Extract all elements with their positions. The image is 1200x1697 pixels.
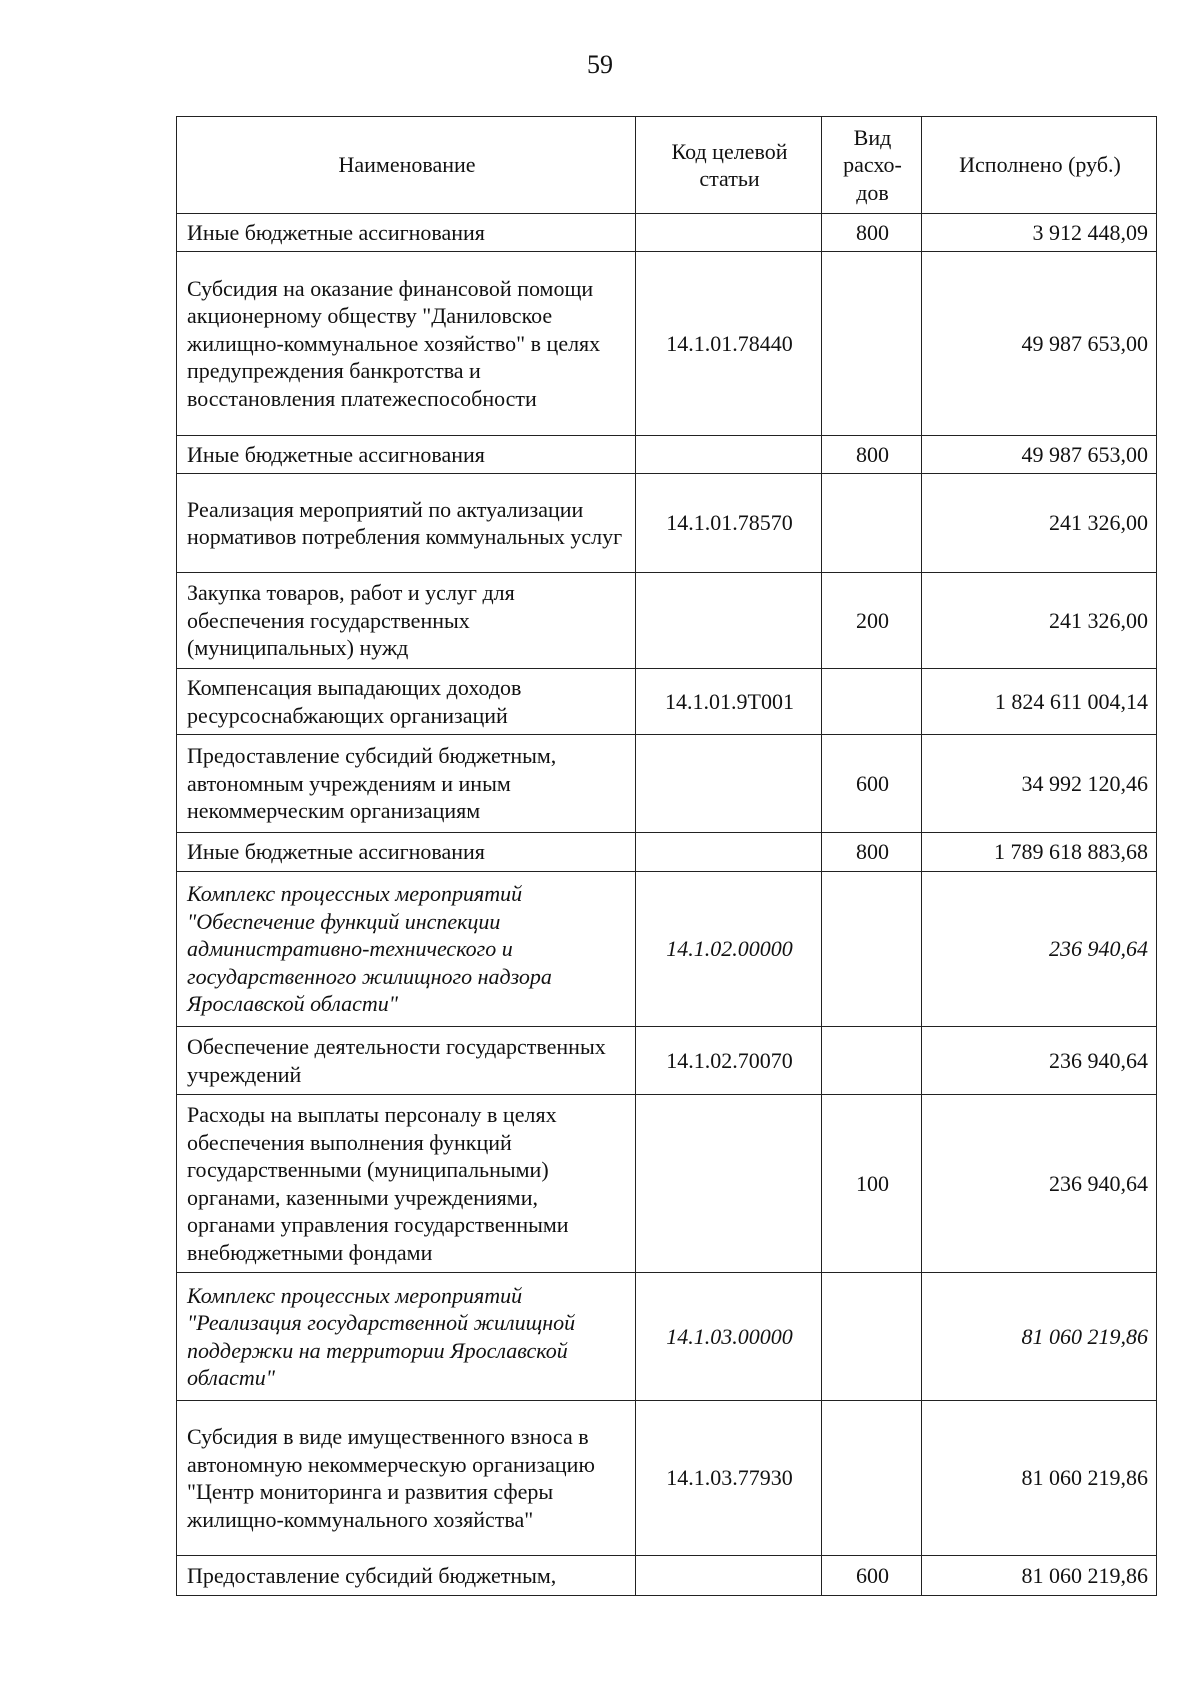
row-expense-type [822,1401,922,1556]
row-expense-type: 800 [822,436,922,474]
row-expense-type: 600 [822,735,922,833]
row-name: Иные бюджетные ассигнования [177,833,636,872]
row-code [636,833,822,872]
row-amount: 49 987 653,00 [922,252,1157,436]
row-expense-type: 200 [822,573,922,669]
row-code [636,735,822,833]
table-row [177,669,1157,735]
row-expense-type [822,252,922,436]
row-name: Субсидия на оказание финансовой помощи акционерному обществу "Даниловское жилищно-коммунальное хозяйство" в целях предупреждения банкротства и восстановления платежеспособности [177,252,636,436]
table-row [177,872,1157,1027]
row-code: 14.1.01.78570 [636,474,822,573]
row-amount: 241 326,00 [922,573,1157,669]
row-name: Обеспечение деятельности государственных учреждений [177,1027,636,1095]
row-amount: 241 326,00 [922,474,1157,573]
row-expense-type: 800 [822,214,922,252]
row-expense-type [822,1027,922,1095]
row-amount: 34 992 120,46 [922,735,1157,833]
row-code: 14.1.03.77930 [636,1401,822,1556]
row-name: Реализация мероприятий по актуализации нормативов потребления коммунальных услуг [177,474,636,573]
header-name: Наименование [177,117,636,214]
table-row [177,1401,1157,1556]
row-name: Компенсация выпадающих доходов ресурсоснабжающих организаций [177,669,636,735]
row-amount: 3 912 448,09 [922,214,1157,252]
table-row [177,735,1157,833]
row-code [636,436,822,474]
row-amount: 1 824 611 004,14 [922,669,1157,735]
table-row [177,214,1157,252]
row-amount: 81 060 219,86 [922,1556,1157,1596]
row-name: Комплекс процессных мероприятий "Реализация государственной жилищной поддержки на территории Ярославской области" [177,1273,636,1401]
table-row [177,1556,1157,1596]
table-row [177,1273,1157,1401]
row-amount: 49 987 653,00 [922,436,1157,474]
row-code: 14.1.01.78440 [636,252,822,436]
table-row [177,1095,1157,1273]
row-name: Иные бюджетные ассигнования [177,436,636,474]
row-amount: 236 940,64 [922,1027,1157,1095]
row-name: Закупка товаров, работ и услуг для обеспечения государственных (муниципальных) нужд [177,573,636,669]
row-amount: 1 789 618 883,68 [922,833,1157,872]
row-code [636,573,822,669]
row-name: Иные бюджетные ассигнования [177,214,636,252]
header-type: Вид расхо- дов [822,117,922,214]
row-amount: 236 940,64 [922,872,1157,1027]
row-amount: 81 060 219,86 [922,1273,1157,1401]
row-expense-type: 600 [822,1556,922,1596]
page-number: 59 [587,50,613,79]
row-code: 14.1.03.00000 [636,1273,822,1401]
row-name: Комплекс процессных мероприятий "Обеспечение функций инспекции административно-технического и государственного жилищного надзора Ярославской области" [177,872,636,1027]
table-row [177,833,1157,872]
row-code: 14.1.02.70070 [636,1027,822,1095]
table-row [177,252,1157,436]
table-row [177,573,1157,669]
table-row [177,436,1157,474]
row-code [636,214,822,252]
row-expense-type [822,1273,922,1401]
row-amount: 236 940,64 [922,1095,1157,1273]
row-code [636,1556,822,1596]
row-amount: 81 060 219,86 [922,1401,1157,1556]
header-code: Код целевой статьи [636,117,822,214]
row-name: Расходы на выплаты персоналу в целях обеспечения выполнения функций государственными (муниципальными) органами, казенными учреждениями, органами управления государственными внебюджетными фондами [177,1095,636,1273]
row-code: 14.1.02.00000 [636,872,822,1027]
row-expense-type: 800 [822,833,922,872]
row-code [636,1095,822,1273]
row-name: Субсидия в виде имущественного взноса в автономную некоммерческую организацию "Центр мониторинга и развития сферы жилищно-коммунального хозяйства" [177,1401,636,1556]
header-sum: Исполнено (руб.) [922,117,1157,214]
table-row [177,474,1157,573]
table-row [177,1027,1157,1095]
row-name: Предоставление субсидий бюджетным, [177,1556,636,1596]
budget-execution-table [176,116,1157,1596]
row-expense-type [822,872,922,1027]
row-name: Предоставление субсидий бюджетным, автономным учреждениям и иным некоммерческим организациям [177,735,636,833]
row-code: 14.1.01.9Т001 [636,669,822,735]
row-expense-type: 100 [822,1095,922,1273]
table-header-row [177,117,1157,214]
row-expense-type [822,669,922,735]
row-expense-type [822,474,922,573]
